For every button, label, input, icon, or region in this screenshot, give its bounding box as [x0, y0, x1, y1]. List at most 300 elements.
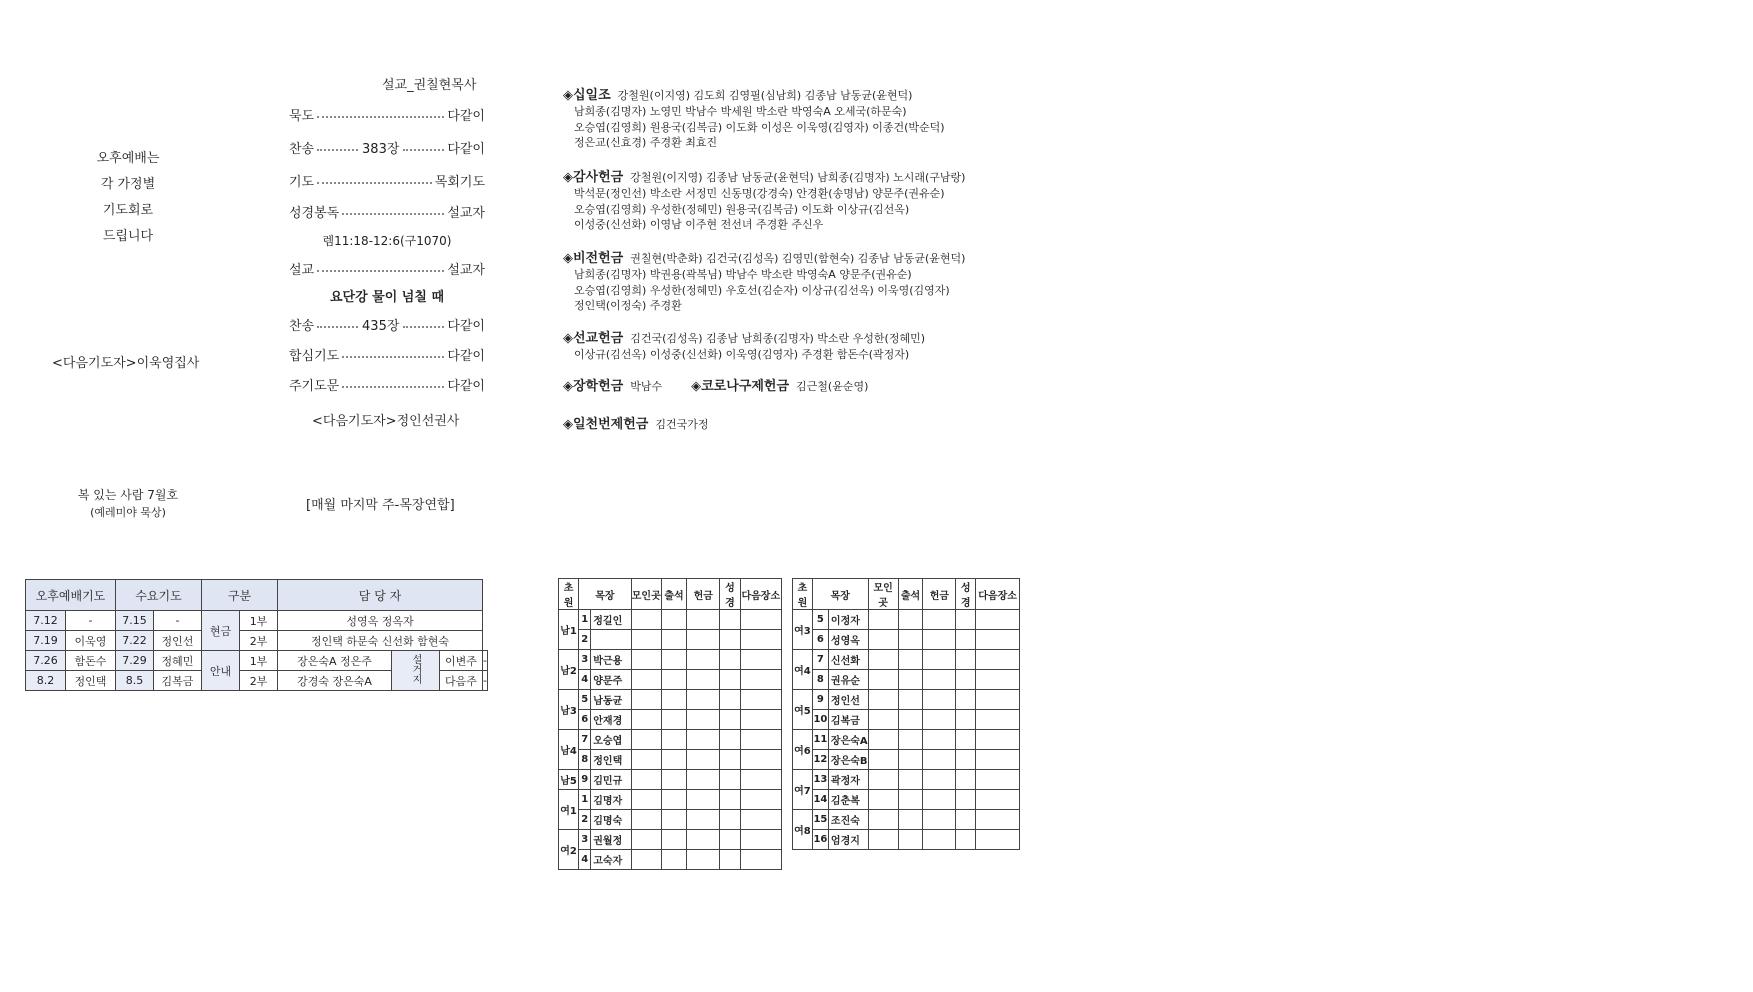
group-cell: 여1: [559, 790, 579, 830]
date-cell: 7.26: [26, 651, 66, 671]
person-cell: 함돈수: [66, 651, 116, 671]
cell-leader: 권유순: [828, 670, 868, 690]
cell-leader: 신선화: [828, 650, 868, 670]
blank-cell[interactable]: [956, 830, 976, 850]
cell-leader: 김복금: [828, 710, 868, 730]
date-cell: 7.19: [26, 631, 66, 651]
cell-leader: 박근용: [591, 650, 631, 670]
order-value: 다같이: [447, 348, 485, 364]
cell-number: 2: [579, 630, 591, 650]
person-cell: 이욱영: [66, 631, 116, 651]
assignee-cell: 이변주: [440, 651, 483, 671]
blank-cell[interactable]: [898, 750, 923, 770]
blank-cell[interactable]: [631, 670, 661, 690]
blessing-title: 복 있는 사람 7월호: [77, 488, 179, 502]
cell-leader: 남동균: [591, 690, 631, 710]
blank-cell[interactable]: [976, 750, 1020, 770]
person-cell: 정인선: [154, 631, 202, 651]
date-cell: 7.12: [26, 611, 66, 631]
blank-cell[interactable]: [898, 670, 923, 690]
table-row: [559, 610, 782, 630]
cell-number: 9: [812, 690, 828, 710]
blank-cell[interactable]: [661, 810, 686, 830]
blank-cell[interactable]: [661, 830, 686, 850]
group-cell: 남2: [559, 650, 579, 690]
table-row: [793, 810, 1020, 830]
blank-cell[interactable]: [976, 830, 1020, 850]
blank-cell[interactable]: [661, 750, 686, 770]
blank-cell[interactable]: [661, 690, 686, 710]
blank-cell[interactable]: [661, 710, 686, 730]
blank-cell[interactable]: [868, 790, 898, 810]
cell-leader: 양문주: [591, 670, 631, 690]
blank-cell[interactable]: [976, 810, 1020, 830]
table-row: [793, 690, 1020, 710]
blank-cell[interactable]: [631, 690, 661, 710]
blank-cell[interactable]: [923, 730, 956, 750]
assignee-cell: 장은숙A 정은주: [278, 651, 392, 671]
group-cell: 여5: [793, 690, 813, 730]
sermon-title: 요단강 물이 넘칠 때: [329, 290, 445, 305]
column-header: 다음장소: [976, 579, 1020, 610]
blank-cell[interactable]: [740, 810, 781, 830]
dishwashing-label: 설거지: [410, 654, 421, 684]
assignee-cell: 다음주: [440, 671, 483, 691]
blank-cell[interactable]: [740, 670, 781, 690]
duty-header: 담 당 자: [278, 580, 483, 611]
table-row: [559, 630, 782, 650]
blank-cell[interactable]: [687, 730, 720, 750]
offering-tithe: [563, 88, 945, 151]
blank-cell[interactable]: [720, 650, 740, 670]
blank-cell[interactable]: [631, 710, 661, 730]
blank-cell[interactable]: [687, 610, 720, 630]
cell-leader: 성영옥: [828, 630, 868, 650]
blank-cell[interactable]: [956, 670, 976, 690]
table-row: [793, 770, 1020, 790]
part-cell: 1부: [240, 611, 278, 631]
blank-cell[interactable]: [898, 690, 923, 710]
leader-dots: [317, 182, 432, 184]
group-cell: 여4: [793, 650, 813, 690]
blank-cell[interactable]: [661, 650, 686, 670]
blank-cell[interactable]: [631, 810, 661, 830]
blank-cell[interactable]: [868, 670, 898, 690]
blank-cell[interactable]: [976, 730, 1020, 750]
blank-cell[interactable]: [687, 770, 720, 790]
blank-cell[interactable]: [898, 830, 923, 850]
cell-number: 10: [812, 710, 828, 730]
assignee-cell: 성영옥 정옥자: [278, 611, 483, 631]
assignee-cell: -: [483, 651, 488, 671]
cell-number: 1: [579, 610, 591, 630]
notice-line: 드립니다: [102, 229, 154, 244]
cell-number: 7: [812, 650, 828, 670]
blank-cell[interactable]: [923, 830, 956, 850]
blank-cell[interactable]: [923, 690, 956, 710]
cell-number: 13: [812, 770, 828, 790]
blank-cell[interactable]: [976, 690, 1020, 710]
blank-cell[interactable]: [923, 670, 956, 690]
duty-header: 오후예배기도: [26, 580, 116, 611]
order-label: 설교: [289, 262, 315, 278]
blank-cell[interactable]: [720, 810, 740, 830]
blank-cell[interactable]: [631, 830, 661, 850]
blank-cell[interactable]: [923, 650, 956, 670]
blank-cell[interactable]: [631, 750, 661, 770]
column-header: 초원: [559, 579, 579, 610]
assignee-cell: 강경숙 장은숙A: [278, 671, 392, 691]
cell-leader: 김춘복: [828, 790, 868, 810]
order-row: [289, 258, 485, 278]
blank-cell[interactable]: [740, 610, 781, 630]
blank-cell[interactable]: [868, 650, 898, 670]
blank-cell[interactable]: [868, 810, 898, 830]
blank-cell[interactable]: [956, 730, 976, 750]
blank-cell[interactable]: [956, 710, 976, 730]
table-row: [559, 770, 782, 790]
blank-cell[interactable]: [687, 790, 720, 810]
table-row: [793, 750, 1020, 770]
offering-names: 박남수: [630, 380, 663, 393]
blank-cell[interactable]: [976, 670, 1020, 690]
table-row: [793, 830, 1020, 850]
blank-cell[interactable]: [898, 730, 923, 750]
blank-cell[interactable]: [661, 610, 686, 630]
blank-cell[interactable]: [898, 810, 923, 830]
offering-scholarship-corona: [563, 379, 868, 395]
offering-names: 김건국가정: [655, 418, 709, 431]
blank-cell[interactable]: [976, 630, 1020, 650]
offering-ilcheon: [563, 417, 709, 433]
date-cell: 8.2: [26, 671, 66, 691]
blank-cell[interactable]: [661, 790, 686, 810]
column-header: 헌금: [687, 579, 720, 610]
order-label: 기도: [289, 174, 315, 190]
order-value: 목회기도: [434, 174, 485, 190]
table-row: [793, 650, 1020, 670]
blank-cell[interactable]: [720, 710, 740, 730]
blank-cell[interactable]: [898, 610, 923, 630]
blank-cell[interactable]: [631, 610, 661, 630]
order-label: 합심기도: [289, 348, 340, 364]
blank-cell[interactable]: [868, 630, 898, 650]
leader-dots: [342, 356, 444, 358]
cell-leader: 정길인: [591, 610, 631, 630]
person-cell: 정혜민: [154, 651, 202, 671]
offering-mission: [563, 331, 925, 363]
table-row: [793, 670, 1020, 690]
blank-cell[interactable]: [631, 650, 661, 670]
next-prayer-left: <다음기도자>이욱영집사: [52, 356, 200, 371]
blank-cell[interactable]: [976, 710, 1020, 730]
cell-leader: 김민규: [591, 770, 631, 790]
blank-cell[interactable]: [687, 830, 720, 850]
table-row: [559, 670, 782, 690]
blank-cell[interactable]: [687, 850, 720, 870]
table-header-row: [559, 579, 782, 610]
offering-names: 오승엽(김영희) 우성한(정혜민) 우호선(김순자) 이상규(김선옥) 이욱영(김영자): [574, 283, 950, 297]
blank-cell[interactable]: [956, 650, 976, 670]
blank-cell[interactable]: [898, 790, 923, 810]
blank-cell[interactable]: [631, 730, 661, 750]
column-header: 성경: [720, 579, 740, 610]
blank-cell[interactable]: [661, 630, 686, 650]
attendance-table-left: [558, 578, 782, 870]
leader-dots: [403, 326, 444, 328]
blank-cell[interactable]: [868, 770, 898, 790]
afternoon-notice: [80, 146, 176, 250]
cell-leader: 김명자: [591, 790, 631, 810]
cell-number: 11: [812, 730, 828, 750]
blank-cell[interactable]: [740, 690, 781, 710]
order-row: [289, 344, 485, 364]
cell-leader: 안재경: [591, 710, 631, 730]
blank-cell[interactable]: [868, 750, 898, 770]
blank-cell[interactable]: [956, 750, 976, 770]
offering-names: 이상규(김선옥) 이성중(신선화) 이욱영(김영자) 주경환 함돈수(곽정자): [574, 347, 910, 361]
offering-title: ◈십일조: [563, 88, 611, 103]
blank-cell[interactable]: [720, 770, 740, 790]
cell-leader: 곽정자: [828, 770, 868, 790]
blank-cell[interactable]: [661, 770, 686, 790]
group-cell: 남1: [559, 610, 579, 650]
column-header: 목장: [812, 579, 868, 610]
cell-leader: 조진숙: [828, 810, 868, 830]
blank-cell[interactable]: [923, 610, 956, 630]
duty-table: [25, 579, 488, 691]
cell-number: 8: [579, 750, 591, 770]
table-row: [559, 690, 782, 710]
leader-dots: [342, 386, 444, 388]
order-row: [289, 374, 485, 394]
part-cell: 2부: [240, 631, 278, 651]
column-header: 모인곳: [868, 579, 898, 610]
order-label: 묵도: [289, 108, 315, 124]
leader-dots: [317, 149, 358, 151]
blank-cell[interactable]: [956, 770, 976, 790]
group-cell: 여2: [559, 830, 579, 870]
blank-cell[interactable]: [956, 790, 976, 810]
blank-cell[interactable]: [898, 770, 923, 790]
blank-cell[interactable]: [661, 730, 686, 750]
blank-cell[interactable]: [631, 790, 661, 810]
offering-names: 남희종(김명자) 노영민 박남수 박세원 박소란 박영숙A 오세국(하문숙): [574, 104, 907, 118]
blank-cell[interactable]: [956, 810, 976, 830]
blank-cell[interactable]: [687, 810, 720, 830]
column-header: 모인곳: [631, 579, 661, 610]
offering-title: ◈선교헌금: [563, 331, 624, 346]
group-cell: 남5: [559, 770, 579, 790]
blank-cell[interactable]: [956, 630, 976, 650]
cell-leader: 권월정: [591, 830, 631, 850]
blank-cell[interactable]: [868, 690, 898, 710]
offering-vision: [563, 251, 965, 314]
blank-cell[interactable]: [740, 750, 781, 770]
group-cell: 여6: [793, 730, 813, 770]
blank-cell[interactable]: [976, 610, 1020, 630]
blank-cell[interactable]: [976, 770, 1020, 790]
cell-leader: 오승엽: [591, 730, 631, 750]
cell-number: 1: [579, 790, 591, 810]
offering-names: 김근철(윤순영): [796, 380, 869, 393]
cell-leader: 이정자: [828, 610, 868, 630]
blank-cell[interactable]: [740, 830, 781, 850]
blank-cell[interactable]: [898, 650, 923, 670]
blank-cell[interactable]: [898, 630, 923, 650]
offering-names: 오승엽(김영희) 원용국(김복금) 이도화 이성은 이욱영(김영자) 이종건(박순덕): [574, 120, 945, 134]
cell-number: 5: [812, 610, 828, 630]
column-header: 다음장소: [740, 579, 781, 610]
blank-cell[interactable]: [868, 730, 898, 750]
blank-cell[interactable]: [923, 770, 956, 790]
table-row: [559, 810, 782, 830]
order-value: 다같이: [447, 318, 485, 334]
leader-dots: [342, 213, 444, 215]
date-cell: 7.29: [116, 651, 154, 671]
offering-names: 남희종(김명자) 박권용(곽복님) 박남수 박소란 박영숙A 양문주(권유순): [574, 267, 912, 281]
blank-cell[interactable]: [740, 730, 781, 750]
order-label: 성경봉독: [289, 205, 340, 221]
cell-number: 3: [579, 830, 591, 850]
column-header: 초원: [793, 579, 813, 610]
leader-dots: [317, 270, 444, 272]
dishwashing-cell: [392, 651, 440, 691]
cell-number: 15: [812, 810, 828, 830]
blank-cell[interactable]: [720, 630, 740, 650]
blank-cell[interactable]: [720, 790, 740, 810]
order-value: 다같이: [447, 141, 485, 157]
blank-cell[interactable]: [687, 750, 720, 770]
part-cell: 1부: [240, 651, 278, 671]
table-row: [559, 790, 782, 810]
blank-cell[interactable]: [720, 730, 740, 750]
blank-cell[interactable]: [631, 770, 661, 790]
blank-cell[interactable]: [956, 610, 976, 630]
offering-names: 이성중(신선화) 이영남 이주현 전선녀 주경환 주신우: [574, 218, 824, 232]
table-row: [559, 710, 782, 730]
table-row: [793, 790, 1020, 810]
cell-number: 16: [812, 830, 828, 850]
blessing-subtitle: (예레미야 묵상): [90, 506, 166, 519]
blank-cell[interactable]: [976, 650, 1020, 670]
blank-cell[interactable]: [720, 750, 740, 770]
blank-cell[interactable]: [923, 810, 956, 830]
blank-cell[interactable]: [720, 830, 740, 850]
group-cell: 여8: [793, 810, 813, 850]
offering-names: 정은교(신효경) 주경환 최효진: [574, 136, 718, 150]
blank-cell[interactable]: [631, 850, 661, 870]
blank-cell[interactable]: [631, 630, 661, 650]
blank-cell[interactable]: [687, 650, 720, 670]
offering-names: 강철원(이지영) 김도희 김영필(심남희) 김종남 남동균(윤현덕): [617, 89, 913, 102]
blank-cell[interactable]: [661, 670, 686, 690]
blank-cell[interactable]: [898, 710, 923, 730]
blank-cell[interactable]: [923, 710, 956, 730]
group-cell: 여3: [793, 610, 813, 650]
column-header: 출석: [898, 579, 923, 610]
blank-cell[interactable]: [923, 750, 956, 770]
cell-leader: 장은숙A: [828, 730, 868, 750]
column-header: 목장: [579, 579, 631, 610]
blank-cell[interactable]: [661, 850, 686, 870]
table-row: [559, 850, 782, 870]
cell-number: 4: [579, 850, 591, 870]
table-header-row: [793, 579, 1020, 610]
notice-line: 오후예배는: [96, 151, 160, 166]
cell-number: 5: [579, 690, 591, 710]
cell-leader: [591, 630, 631, 650]
blank-cell[interactable]: [956, 690, 976, 710]
person-cell: -: [66, 611, 116, 631]
order-label: 찬송: [289, 318, 315, 334]
leader-dots: [403, 149, 444, 151]
blank-cell[interactable]: [740, 850, 781, 870]
blank-cell[interactable]: [720, 690, 740, 710]
order-value: 다같이: [447, 378, 485, 394]
category-cell: 현금: [202, 611, 240, 651]
blank-cell[interactable]: [868, 830, 898, 850]
blank-cell[interactable]: [720, 610, 740, 630]
blank-cell[interactable]: [868, 610, 898, 630]
attendance-table-right: [792, 578, 1020, 850]
table-row: [26, 651, 488, 671]
offering-names: 강철원(이지영) 김종남 남동균(윤현덕) 남희종(김명자) 노시래(구남랑): [630, 171, 966, 184]
blank-cell[interactable]: [687, 710, 720, 730]
assignee-cell: -: [483, 671, 488, 691]
table-row: [559, 830, 782, 850]
leader-dots: [317, 116, 444, 118]
next-prayer-right: <다음기도자>정인선권사: [312, 414, 460, 429]
table-row: [559, 730, 782, 750]
blank-cell[interactable]: [868, 710, 898, 730]
date-cell: 7.15: [116, 611, 154, 631]
blank-cell[interactable]: [976, 790, 1020, 810]
blank-cell[interactable]: [720, 670, 740, 690]
blank-cell[interactable]: [720, 850, 740, 870]
blank-cell[interactable]: [687, 690, 720, 710]
blank-cell[interactable]: [740, 710, 781, 730]
offering-title: ◈비전헌금: [563, 251, 624, 266]
order-value: 설교자: [447, 205, 485, 221]
table-row: [559, 650, 782, 670]
blank-cell[interactable]: [740, 790, 781, 810]
cell-number: 7: [579, 730, 591, 750]
order-value: 다같이: [447, 108, 485, 124]
date-cell: 7.22: [116, 631, 154, 651]
group-cell: 여7: [793, 770, 813, 810]
order-row: [289, 201, 485, 221]
blank-cell[interactable]: [923, 790, 956, 810]
part-cell: 2부: [240, 671, 278, 691]
offering-names: 오승엽(김영희) 우성한(정혜민) 원용국(김복금) 이도화 이상규(김선옥): [574, 202, 910, 216]
blank-cell[interactable]: [740, 770, 781, 790]
offering-names: 박석문(정인선) 박소란 서정민 신동명(강경숙) 안경환(송명남) 양문주(권유순): [574, 186, 945, 200]
offering-names: 정인택(이정숙) 주경환: [574, 299, 682, 313]
offering-thanks: [563, 170, 965, 233]
order-hymn: 435장: [362, 318, 400, 334]
order-row: [289, 314, 485, 334]
blank-cell[interactable]: [923, 630, 956, 650]
blank-cell[interactable]: [687, 670, 720, 690]
person-cell: -: [154, 611, 202, 631]
person-cell: 정인택: [66, 671, 116, 691]
blank-cell[interactable]: [740, 630, 781, 650]
blank-cell[interactable]: [740, 650, 781, 670]
column-header: 헌금: [923, 579, 956, 610]
blank-cell[interactable]: [687, 630, 720, 650]
person-cell: 김복금: [154, 671, 202, 691]
